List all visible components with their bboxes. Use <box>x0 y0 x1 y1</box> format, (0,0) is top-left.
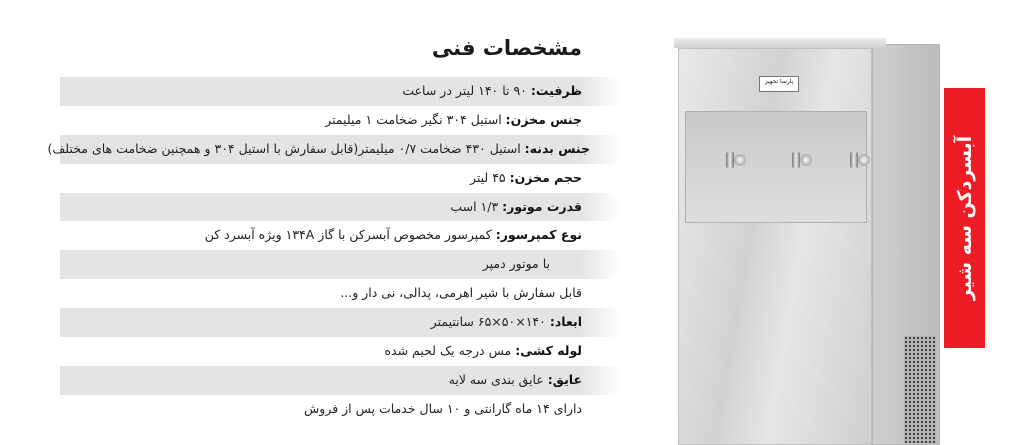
spec-row-tank-volume <box>60 164 620 193</box>
spec-value: استیل ۳۰۴ نگیر ضخامت ۱ میلیمتر <box>325 111 506 127</box>
spec-value: عایق بندی سه لایه <box>448 371 548 387</box>
spec-label: جنس مخزن: <box>505 111 582 127</box>
spec-value: دارای ۱۴ ماه گارانتی و ۱۰ سال خدمات پس از فروش <box>304 400 582 416</box>
spec-label: ابعاد: <box>549 314 582 330</box>
spec-value: ۱/۳ اسب <box>450 198 503 214</box>
spec-label: ظرفیت: <box>530 83 582 98</box>
banner-text: آبسردکن سه شیر <box>953 135 976 301</box>
cooler-top <box>674 38 886 48</box>
spec-label: عایق: <box>547 371 582 387</box>
spec-row-capacity <box>60 77 620 106</box>
spec-value: مس درجه یک لحیم شده <box>384 343 516 359</box>
spec-label: لوله کشی: <box>515 343 582 359</box>
spec-row-tap-options <box>60 279 620 308</box>
spec-label: نوع کمپرسور: <box>495 227 582 243</box>
water-cooler-image <box>674 38 940 445</box>
spec-label: قدرت موتور: <box>502 198 582 214</box>
spec-value: ۴۵ لیتر <box>469 169 510 185</box>
product-banner <box>944 88 985 348</box>
tap-icon <box>848 152 870 168</box>
spec-row-dimensions <box>60 308 620 337</box>
tap-icon <box>724 152 746 168</box>
spec-value: با موتور دمپر <box>482 256 550 272</box>
spec-label: حجم مخزن: <box>509 169 582 185</box>
spec-row-damper <box>60 250 620 279</box>
brand-label: پارسا تجهیز <box>759 76 799 92</box>
spec-value: قابل سفارش با شیر اهرمی، پدالی، نی دار و... <box>340 285 582 301</box>
tap-icon <box>790 152 812 168</box>
spec-label: جنس بدنه: <box>524 140 590 156</box>
spec-row-compressor <box>60 221 620 250</box>
spec-row-body-material <box>47 135 620 164</box>
spec-value: ۱۴۰×۵۰×۶۵ سانتیمتر <box>430 314 550 330</box>
spec-list <box>47 77 620 424</box>
spec-row-tank-material <box>60 106 620 135</box>
page-title: مشخصات فنی <box>431 36 582 60</box>
spec-row-piping <box>60 337 620 366</box>
spec-row-warranty <box>60 395 620 424</box>
cooler-front <box>678 48 872 445</box>
spec-value: ۹۰ تا ۱۴۰ لیتر در ساعت <box>402 83 531 98</box>
tap-niche <box>685 111 867 223</box>
spec-value: استیل ۴۳۰ ضخامت ۰/۷ میلیمتر(قابل سفارش با استیل ۳۰۴ و همچنین ضخامت های مختلف) <box>47 140 525 156</box>
spec-value: کمپرسور مخصوص آبسرکن با گاز ۱۳۴A ویژه آبسرد کن <box>204 227 496 243</box>
spec-row-insulation <box>60 366 620 395</box>
spec-row-motor-power <box>60 193 620 222</box>
vent-grill <box>904 336 936 443</box>
